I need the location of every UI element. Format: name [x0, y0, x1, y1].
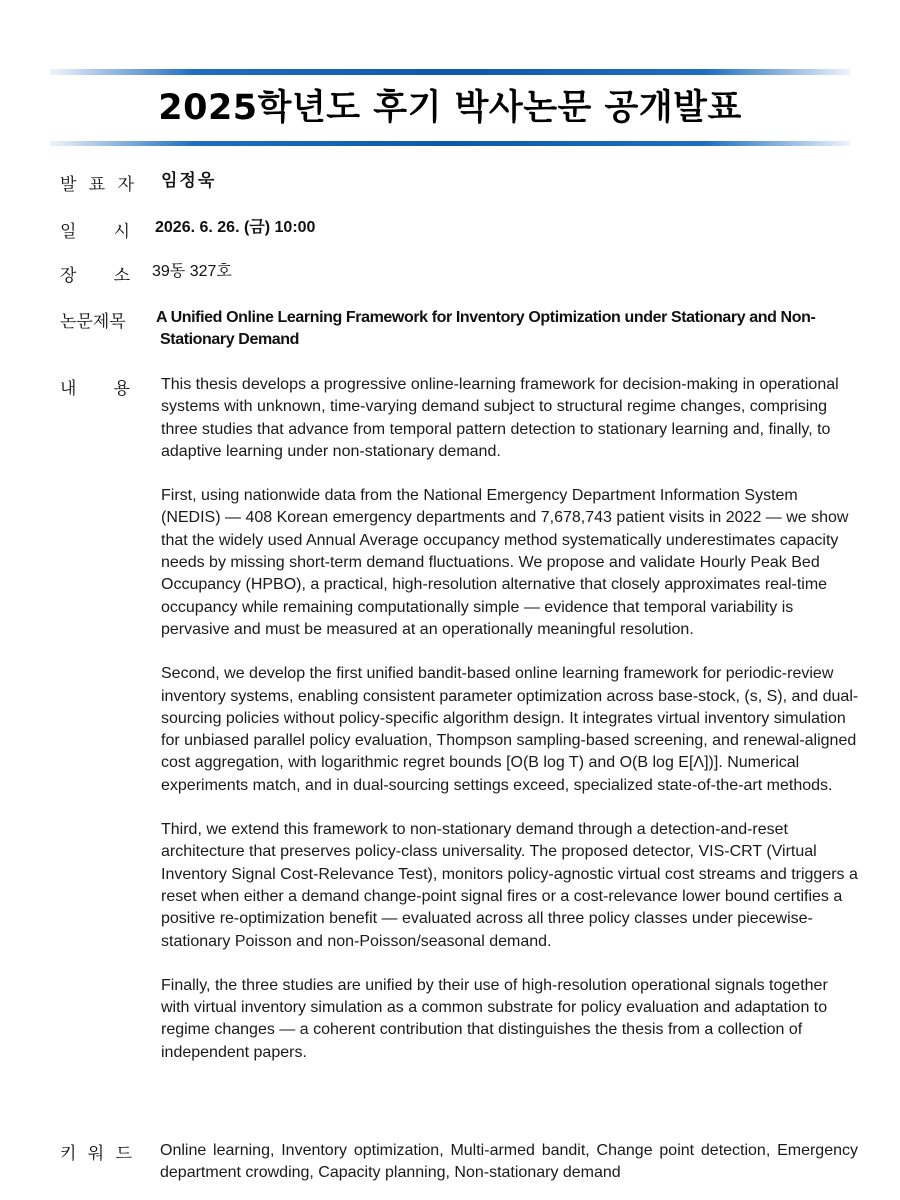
thesis-title-label: 논문제목 — [60, 312, 126, 332]
header-rule-top — [50, 69, 850, 75]
place-value: 39동 327호 — [152, 263, 232, 280]
presenter-name: 임정욱 — [161, 171, 217, 191]
content-label: 내 용 — [60, 379, 130, 399]
abstract-paragraph-3: Second, we develop the first unified bandit-based online learning framework for periodic-review inventory systems, enabling consistent parameter optimization across base-stock, (s, S), and dual-sourcing policies without policy-specific algorithm design. It integrates virtual inventory simulation for unbiased parallel policy evaluation, Thompson sampling-based screening, and renewal-aligned cost aggregation, with logarithmic regret bounds [O(B log T) and O(B log E[Λ])]. Numerical experiments match, and in dual-sourcing settings exceed, specialized state-of-the-art methods. — [161, 665, 859, 794]
header-rule-bottom — [50, 141, 850, 146]
datetime-label: 일 시 — [60, 222, 130, 242]
abstract-paragraph-5: Finally, the three studies are unified by their use of high-resolution operational signals together with virtual inventory simulation as a common substrate for policy evaluation and adaptation to regime changes — a coherent contribution that distinguishes the thesis from a collection of independent papers. — [161, 976, 828, 1061]
place-label: 장 소 — [60, 266, 130, 286]
abstract-paragraph-1: This thesis develops a progressive online-learning framework for decision-making in operational systems with unknown, time-varying demand subject to structural regime changes, comprising three studies that advance from temporal pattern detection to stationary learning and, finally, to adaptive learning under non-stationary demand. — [161, 376, 839, 460]
abstract-paragraph-2: First, using nationwide data from the National Emergency Department Information System (NEDIS) — 408 Korean emergency departments and 7,678,743 patient visits in 2022 — we show that the widely used Annual Average occupancy method systematically underestimates capacity needs by missing short-term demand fluctuations. We propose and validate Hourly Peak Bed Occupancy (HPBO), a practical, high-resolution alternative that closely approximates real-time occupancy while remaining computationally simple — evidence that temporal variability is pervasive and must be measured at an operationally meaningful resolution. — [161, 487, 849, 638]
page-title: 2025학년도 후기 박사논문 공개발표 — [158, 88, 742, 128]
keywords-label: 키 워 드 — [60, 1144, 132, 1164]
thesis-title-line1: A Unified Online Learning Framework for Inventory Optimization under Stationary and Non- — [156, 309, 816, 326]
abstract-paragraph-4: Third, we extend this framework to non-stationary demand through a detection-and-reset architecture that preserves policy-class universality. The proposed detector, VIS-CRT (Virtual Inventory Signal Cost-Relevance Test), monitors policy-agnostic virtual cost streams and triggers a reset when either a demand change-point signal fires or a cost-relevance lower bound certifies a positive re-optimization benefit — evaluated across all three policy classes under piecewise-stationary Poisson and non-Poisson/seasonal demand. — [161, 821, 858, 950]
abstract-body — [161, 374, 859, 1086]
presenter-label: 발 표 자 — [60, 175, 134, 195]
keywords-text: Online learning, Inventory optimization, Multi-armed bandit, Change point detection, Emergency department crowding, Capacity planning, Non-stationary demand — [160, 1142, 858, 1182]
datetime-value: 2026. 6. 26. (금) 10:00 — [155, 219, 316, 236]
thesis-title-line2: Stationary Demand — [160, 331, 300, 348]
